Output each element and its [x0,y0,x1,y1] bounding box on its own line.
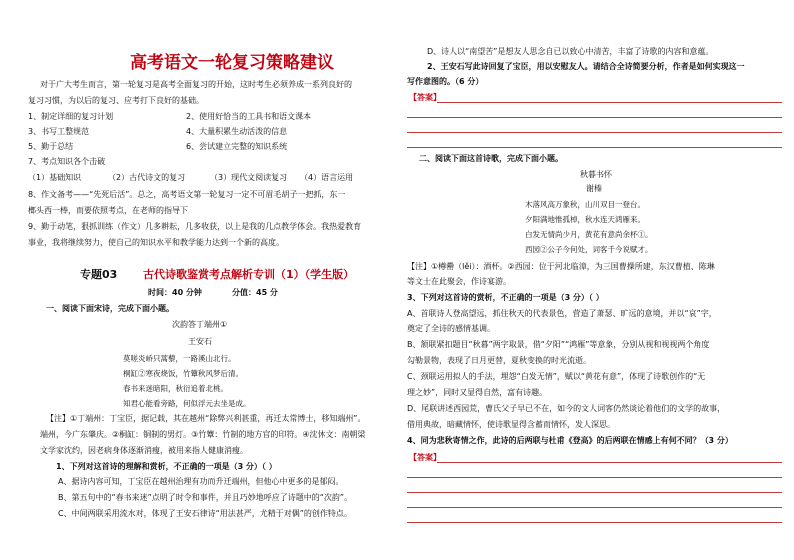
question-option: D、诗人以“南望苦”是想友人思念自已以致心中清苦，丰富了诗歌的内容和意蕴。 [427,47,714,56]
section-heading: 一、阅读下面宋诗，完成下面小题。 [46,304,174,313]
poem-line: 桐缸②寒夜烧饭，竹簟秋风梦后清。 [123,369,243,378]
tip-item: 3、书写工整规范 [28,127,90,136]
intro-line: 对于广大考生而言，第一轮复习是高考全面复习的开始，这时考生必须养成一系列良好的 [40,80,352,89]
poem-line: 莫嗟炎峤只蒿藜，一路溪山北行。 [123,354,236,363]
answer-line [407,132,782,133]
poem-title: 秋暮书怀 [580,170,612,179]
tip-item: 1、制定详细的复习计划 [28,112,114,121]
question-2: 写作意图的。（6 分） [407,77,484,86]
time-limit: 时间：40 分钟 [148,288,202,297]
answer-line [437,102,782,103]
tip9-line: 事业，我将继续努力，使自己的知识水平和教学能力达到一个新的高度。 [28,238,284,247]
tip7-item: （2）古代诗文的复习 [108,173,186,182]
question-1: 1、下列对这首诗的理解和赏析，不正确的一项是（3 分）（ ） [56,462,277,471]
poem-line: 知君心能看旁路，何似浮元去坐是成。 [123,399,251,408]
tip-item: 4、大量积累生动活泼的信息 [186,127,288,136]
poem-title: 次韵答丁端州① [172,320,228,329]
tip-item: 7、考点知识各个击破 [28,157,106,166]
section-heading: 二、阅读下面这首诗歌，完成下面小题。 [419,154,563,163]
tip-item: 6、尝试建立完整的知识系统 [186,142,288,151]
note-line: 【注】①樽罍（lěi）：酒杯。②西园：位于河北临漳，为三国曹操所建，东汉曹植、陈琳 [407,262,715,271]
tip-item: 5、勤于总结 [28,142,74,151]
question-option: 理之妙”，同时又显得自然，富有诗趣。 [407,388,548,397]
question-option: A、首联诗人登高望远，抓住秋天的代表景色，营造了萧瑟、旷远的意境，并以“哀”字， [407,309,717,318]
question-option: B、颔联紧扣题目“秋暮”两字取景，借“夕阳”“鸿雁”等意象，分别从视和视视两个角度 [407,340,710,349]
question-option: 借用典故，暗藏情怀，使诗歌显得含蓄而情怀，发人深思。 [407,420,615,429]
tip7-item: （3）现代文阅读复习 [210,173,288,182]
question-2: 2、王安石写此诗回复了宝臣，用以安慰友人。请结合全诗简要分析，作者是如何实现这一 [427,62,745,71]
answer-line [407,147,782,148]
topic-title: 古代诗歌鉴赏考点解析专训（1）（学生版） [143,268,355,281]
question-3: 3、下列对这首诗的赏析，不正确的一项是（3 分）（ ） [407,293,604,302]
answer-label: 【答案】 [409,453,441,462]
question-option: C、中间两联采用流水对，体现了王安石律诗“用法甚严，尤精于对偶”的创作特点。 [58,509,352,518]
question-option: 奠定了全诗的感情基调。 [407,324,495,333]
question-option: B、第五句中的“春书来迷”点明了时令和事件，并且巧妙地呼应了诗题中的“次韵”。 [58,493,353,502]
score-total: 分值：45 分 [232,288,278,297]
tip-item: 2、使用好恰当的工具书和语文课本 [186,112,312,121]
poem-line: 春书来迷暗阳，秋衍追着北桃。 [123,384,228,393]
answer-line [407,507,782,508]
question-option: C、颈联运用拟人的手法，埋怨“白发无情”，赋以“黄花有意”，体现了诗歌创作的“无 [407,372,706,381]
note-line: 端州，今广东肇庆。②桐缸：铜制的男灯。③竹簟：竹制的地方官的印符。④沈休文：南朝梁 [40,430,366,439]
main-title: 高考语文一轮复习策略建议 [130,53,334,73]
poem-line: 夕阳满地惟孤棹，秋水连天鸿雁来。 [525,215,645,224]
answer-label: 【答案】 [409,93,441,102]
answer-line [407,522,782,523]
note-line: 等文士在此聚会，作诗宴游。 [407,277,511,286]
question-option: 勾勒景物，表现了日月更替，夏秋变换的时光流逝。 [407,356,591,365]
tip7-item: （4）语言运用 [300,173,354,182]
note-line: 【注】①丁端州：丁宝臣，据记载，其在越州“除弊兴利甚重，再迁太常博士，移知端州”。 [46,414,366,423]
tip7-item: （1）基础知识 [28,173,82,182]
poem-line: 木落风高万象秋，山川双目一登台。 [525,200,645,209]
answer-line [437,462,782,463]
question-4: 4、同为悲秋寄情之作，此诗的后两联与杜甫《登高》的后两联在情感上有何不同？（3 分） [407,436,733,445]
question-option: D、尾联讲述西园荒，曹氏父子早已不在，如今的文人词客仍然谈论着他们的文学的故事， [407,404,726,413]
answer-line [407,117,782,118]
poem-line: 白发无情尚少月，黄花有意尚余杯①。 [525,230,653,239]
tip8-line: 榔头西一棒，而要依照考点，在老师的指导下 [28,206,188,215]
poem-author: 谢榛 [586,184,602,193]
topic-number: 专题03 [80,268,118,281]
question-option: A、据诗内容可知，丁宝臣在越州治理有功而升迁端州，但他心中更多的是郁闷。 [58,477,344,486]
answer-line [407,492,782,493]
tip8-line: 8、作文备考——“先死后活”。总之，高考语文第一轮复习一定不可眉毛胡子一把抓，东一 [28,190,346,199]
tip9-line: 9、勤于动笔，狠抓训练（作文）几多耕耘，几多收获，以上是我的几点教学体会。我热爱教育 [28,222,362,231]
poem-author: 王安石 [188,337,212,346]
note-line: 文学家沈约，因老病身体逐渐消瘦，被用来指人健康消瘦。 [40,446,248,455]
intro-line: 复习习惯，为以后的复习、应考打下良好的基础。 [28,96,204,105]
answer-line [407,477,782,478]
poem-line: 西园②公子今何处，词客千今说赋才。 [525,245,653,254]
